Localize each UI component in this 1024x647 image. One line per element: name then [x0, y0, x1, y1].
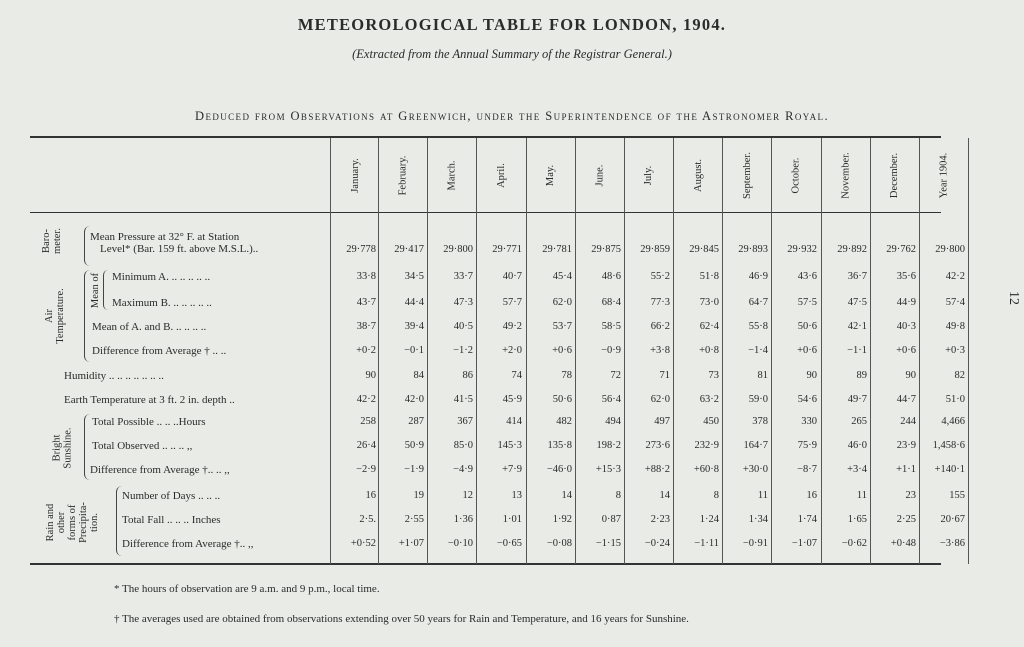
table-cell: −1·1 [847, 345, 867, 356]
table-cell: 330 [801, 416, 817, 427]
table-cell: 29·762 [886, 244, 916, 255]
table-cell: 33·7 [453, 271, 473, 282]
table-cell: 244 [900, 416, 916, 427]
table-top-rule [30, 136, 941, 138]
table-cell: +0·6 [797, 345, 817, 356]
column-header: October. [790, 157, 802, 193]
table-bottom-rule [30, 563, 941, 565]
table-cell: +2·0 [502, 345, 522, 356]
table-cell: 29·893 [738, 244, 768, 255]
table-cell: 19 [413, 490, 424, 501]
table-cell: 35·6 [896, 271, 916, 282]
table-cell: 42·0 [404, 394, 424, 405]
column-header: August. [692, 158, 704, 192]
table-cell: 58·5 [601, 321, 621, 332]
row-label: Total Possible .. .. ..Hours [92, 416, 206, 428]
column-header: November. [840, 151, 852, 199]
table-cell: −4·9 [453, 464, 473, 475]
row-label: Difference from Average †.. ,, [122, 538, 254, 550]
group-label-bright-sunshine: Bright Sunshine. [52, 427, 75, 469]
table-cell: 62·4 [699, 321, 719, 332]
table-cell: −1·11 [694, 538, 719, 549]
table-cell: 39·4 [404, 321, 424, 332]
table-cell: 43·7 [356, 297, 376, 308]
column-header: Year 1904. [938, 152, 950, 198]
table-cell: 4,466 [941, 416, 965, 427]
row-label: Maximum B. .. .. .. .. .. [112, 297, 212, 309]
row-label: Difference from Average † .. .. [92, 345, 227, 357]
table-cell: 49·2 [502, 321, 522, 332]
table-cell: 74 [511, 370, 522, 381]
table-cell: 29·875 [591, 244, 621, 255]
table-cell: 14 [659, 490, 670, 501]
table-cell: −1·15 [595, 538, 621, 549]
footnote-averages: † The averages used are obtained from observations extending over 50 years for Rain and Temperature, and 16 years for Sunshine. [114, 613, 689, 625]
table-cell: 155 [949, 490, 965, 501]
table-cell: +0·3 [945, 345, 965, 356]
page-subtitle: (Extracted from the Annual Summary of the Registrar General.) [352, 47, 672, 61]
row-label: Number of Days .. .. .. [122, 490, 221, 502]
table-cell: 1·36 [453, 514, 473, 525]
table-cell: 26·4 [356, 440, 376, 451]
table-cell: +0·48 [890, 538, 916, 549]
table-cell: 47·3 [453, 297, 473, 308]
table-cell: 29·845 [689, 244, 719, 255]
table-cell: 2·55 [404, 514, 424, 525]
table-cell: 62·0 [552, 297, 572, 308]
column-header: April. [495, 162, 507, 188]
table-cell: 66·2 [650, 321, 670, 332]
table-cell: 59·0 [748, 394, 768, 405]
table-cell: 135·8 [547, 440, 572, 451]
table-cell: 47·5 [847, 297, 867, 308]
table-cell: 86 [462, 370, 473, 381]
table-cell: 40·5 [453, 321, 473, 332]
table-cell: 78 [561, 370, 572, 381]
row-label-continued: Level* (Bar. 159 ft. above M.S.L.).. [100, 243, 259, 255]
table-cell: 33·8 [356, 271, 376, 282]
table-cell: 64·7 [748, 297, 768, 308]
table-cell: 71 [659, 370, 670, 381]
table-cell: 84 [413, 370, 424, 381]
table-cell: 40·7 [502, 271, 522, 282]
column-header: July. [643, 165, 655, 185]
table-cell: +0·8 [699, 345, 719, 356]
table-cell: −0·1 [404, 345, 424, 356]
table-cell: 273·6 [645, 440, 670, 451]
table-cell: 72 [610, 370, 621, 381]
column-header: September. [741, 151, 753, 199]
table-cell: 164·7 [743, 440, 768, 451]
table-cell: 41·5 [453, 394, 473, 405]
table-cell: −1·9 [404, 464, 424, 475]
table-cell: 11 [856, 490, 867, 501]
table-cell: 1·34 [748, 514, 768, 525]
table-cell: 16 [806, 490, 817, 501]
group-label-rain: Rain and other forms of Precipita- tion. [44, 501, 100, 543]
table-cell: 16 [365, 490, 376, 501]
table-cell: 378 [752, 416, 768, 427]
table-cell: 42·2 [356, 394, 376, 405]
table-cell: +30·0 [742, 464, 768, 475]
table-cell: 46·9 [748, 271, 768, 282]
table-cell: 85·0 [453, 440, 473, 451]
table-cell: 56·4 [601, 394, 621, 405]
table-cell: 232·9 [694, 440, 719, 451]
column-header: January. [349, 157, 361, 193]
table-cell: 81 [757, 370, 768, 381]
row-label: Humidity .. .. .. .. .. .. .. [64, 370, 164, 382]
table-cell: +0·52 [350, 538, 376, 549]
table-cell: +0·2 [356, 345, 376, 356]
table-cell: 50·6 [552, 394, 572, 405]
table-cell: 62·0 [650, 394, 670, 405]
table-cell: +7·9 [502, 464, 522, 475]
table-cell: 90 [806, 370, 817, 381]
table-cell: 20·67 [940, 514, 965, 525]
table-cell: −3·86 [939, 538, 965, 549]
table-cell: 29·417 [394, 244, 424, 255]
table-cell: 8 [713, 490, 719, 501]
table-cell: −0·24 [644, 538, 670, 549]
table-cell: 29·771 [492, 244, 522, 255]
table-cell: 82 [954, 370, 965, 381]
table-cell: 44·9 [896, 297, 916, 308]
table-cell: 482 [556, 416, 572, 427]
table-cell: 45·9 [502, 394, 522, 405]
table-cell: 57·7 [502, 297, 522, 308]
table-cell: −0·62 [841, 538, 867, 549]
table-cell: 23 [905, 490, 916, 501]
table-cell: 77·3 [650, 297, 670, 308]
table-cell: 51·0 [945, 394, 965, 405]
table-cell: 367 [457, 416, 473, 427]
row-label: Minimum A. .. .. .. .. .. [112, 271, 211, 283]
table-cell: 414 [506, 416, 522, 427]
observation-note: Deduced from Observations at Greenwich, under the Superintendence of the Astronomer Royal. [195, 109, 829, 123]
row-label: Mean Pressure at 32° F. at Station [90, 231, 240, 243]
table-cell: −0·10 [447, 538, 473, 549]
column-header: May. [545, 164, 557, 186]
table-cell: 29·932 [787, 244, 817, 255]
table-cell: 49·8 [945, 321, 965, 332]
table-cell: +60·8 [693, 464, 719, 475]
table-cell: 55·8 [748, 321, 768, 332]
table-cell: 68·4 [601, 297, 621, 308]
table-cell: 265 [851, 416, 867, 427]
table-cell: −0·08 [546, 538, 572, 549]
column-header: June. [594, 164, 606, 186]
table-cell: 1,458·6 [932, 440, 965, 451]
table-cell: 89 [856, 370, 867, 381]
table-cell: +0·6 [896, 345, 916, 356]
table-cell: 90 [905, 370, 916, 381]
page-title: METEOROLOGICAL TABLE FOR LONDON, 1904. [297, 15, 727, 34]
row-label: Total Fall .. .. .. Inches [122, 514, 221, 526]
table-cell: 40·3 [896, 321, 916, 332]
table-cell: −0·65 [496, 538, 522, 549]
table-cell: 42·2 [945, 271, 965, 282]
table-cell: 73·0 [699, 297, 719, 308]
table-cell: 49·7 [847, 394, 867, 405]
table-cell: 57·4 [945, 297, 965, 308]
row-label: Mean of A. and B. .. .. .. .. [92, 321, 207, 333]
table-cell: 450 [703, 416, 719, 427]
table-cell: +3·8 [650, 345, 670, 356]
table-cell: 63·2 [699, 394, 719, 405]
table-cell: +1·07 [398, 538, 424, 549]
table-cell: 1·92 [552, 514, 572, 525]
table-cell: 2·23 [650, 514, 670, 525]
table-cell: −1·4 [748, 345, 768, 356]
table-cell: −1·07 [791, 538, 817, 549]
table-cell: 29·800 [443, 244, 473, 255]
row-label: Earth Temperature at 3 ft. 2 in. depth .. [64, 394, 235, 406]
table-cell: −0·91 [742, 538, 768, 549]
table-cell: −0·9 [601, 345, 621, 356]
table-header-rule [30, 212, 941, 213]
table-cell: 0·87 [601, 514, 621, 525]
table-cell: 494 [605, 416, 621, 427]
table-cell: 50·6 [797, 321, 817, 332]
page-number: 12 [1006, 291, 1021, 305]
table-cell: 29·800 [935, 244, 965, 255]
table-cell: 29·892 [837, 244, 867, 255]
column-header: March. [446, 159, 458, 191]
table-cell: 13 [511, 490, 522, 501]
table-cell: 29·781 [542, 244, 572, 255]
table-cell: 43·6 [797, 271, 817, 282]
table-cell: 44·7 [896, 394, 916, 405]
table-cell: 2·25 [896, 514, 916, 525]
column-header: December. [889, 152, 901, 198]
table-cell: 23·9 [896, 440, 916, 451]
table-cell: 29·778 [346, 244, 376, 255]
row-label: Total Observed .. .. .. ,, [92, 440, 193, 452]
table-cell: 8 [615, 490, 621, 501]
table-cell: 14 [561, 490, 572, 501]
table-cell: 73 [708, 370, 719, 381]
table-cell: −1·2 [453, 345, 473, 356]
table-cell: 55·2 [650, 271, 670, 282]
table-cell: +3·4 [847, 464, 867, 475]
table-cell: 38·7 [356, 321, 376, 332]
table-cell: 44·4 [404, 297, 424, 308]
table-cell: 1·65 [847, 514, 867, 525]
table-cell: 36·7 [847, 271, 867, 282]
group-label-air-temperature: Air Temperature. [44, 288, 66, 344]
group-label-mean-of: Mean of [90, 272, 102, 308]
table-cell: 51·8 [699, 271, 719, 282]
table-cell: 12 [462, 490, 473, 501]
table-cell: 145·3 [497, 440, 522, 451]
column-header: February. [397, 155, 409, 195]
table-cell: 57·5 [797, 297, 817, 308]
table-cell: 48·6 [601, 271, 621, 282]
table-cell: 53·7 [552, 321, 572, 332]
table-cell: 11 [757, 490, 768, 501]
footnote-observation-hours: * The hours of observation are 9 a.m. and 9 p.m., local time. [114, 583, 380, 595]
table-cell: 29·859 [640, 244, 670, 255]
row-label: Difference from Average †.. .. ,, [90, 464, 230, 476]
table-cell: 1·01 [502, 514, 522, 525]
table-cell: 258 [360, 416, 376, 427]
table-cell: 34·5 [404, 271, 424, 282]
table-cell: 42·1 [847, 321, 867, 332]
table-cell: 2·5. [359, 514, 376, 525]
group-label-barometer: Baro- meter. [40, 228, 63, 254]
table-cell: +1·1 [896, 464, 916, 475]
table-cell: 1·74 [797, 514, 817, 525]
table-cell: 287 [408, 416, 424, 427]
table-cell: −8·7 [797, 464, 817, 475]
table-cell: 497 [654, 416, 670, 427]
table-cell: 54·6 [797, 394, 817, 405]
table-cell: 50·9 [404, 440, 424, 451]
brace-mean-of [103, 270, 108, 310]
table-cell: +0·6 [552, 345, 572, 356]
table-cell: 45·4 [552, 271, 572, 282]
table-cell: 75·9 [797, 440, 817, 451]
table-cell: −46·0 [546, 464, 572, 475]
table-cell: +88·2 [644, 464, 670, 475]
table-cell: 1·24 [699, 514, 719, 525]
table-cell: 198·2 [596, 440, 621, 451]
table-cell: −2·9 [356, 464, 376, 475]
column-divider [968, 138, 969, 564]
table-cell: +15·3 [595, 464, 621, 475]
table-cell: 90 [365, 370, 376, 381]
table-cell: 46·0 [847, 440, 867, 451]
table-cell: +140·1 [934, 464, 965, 475]
